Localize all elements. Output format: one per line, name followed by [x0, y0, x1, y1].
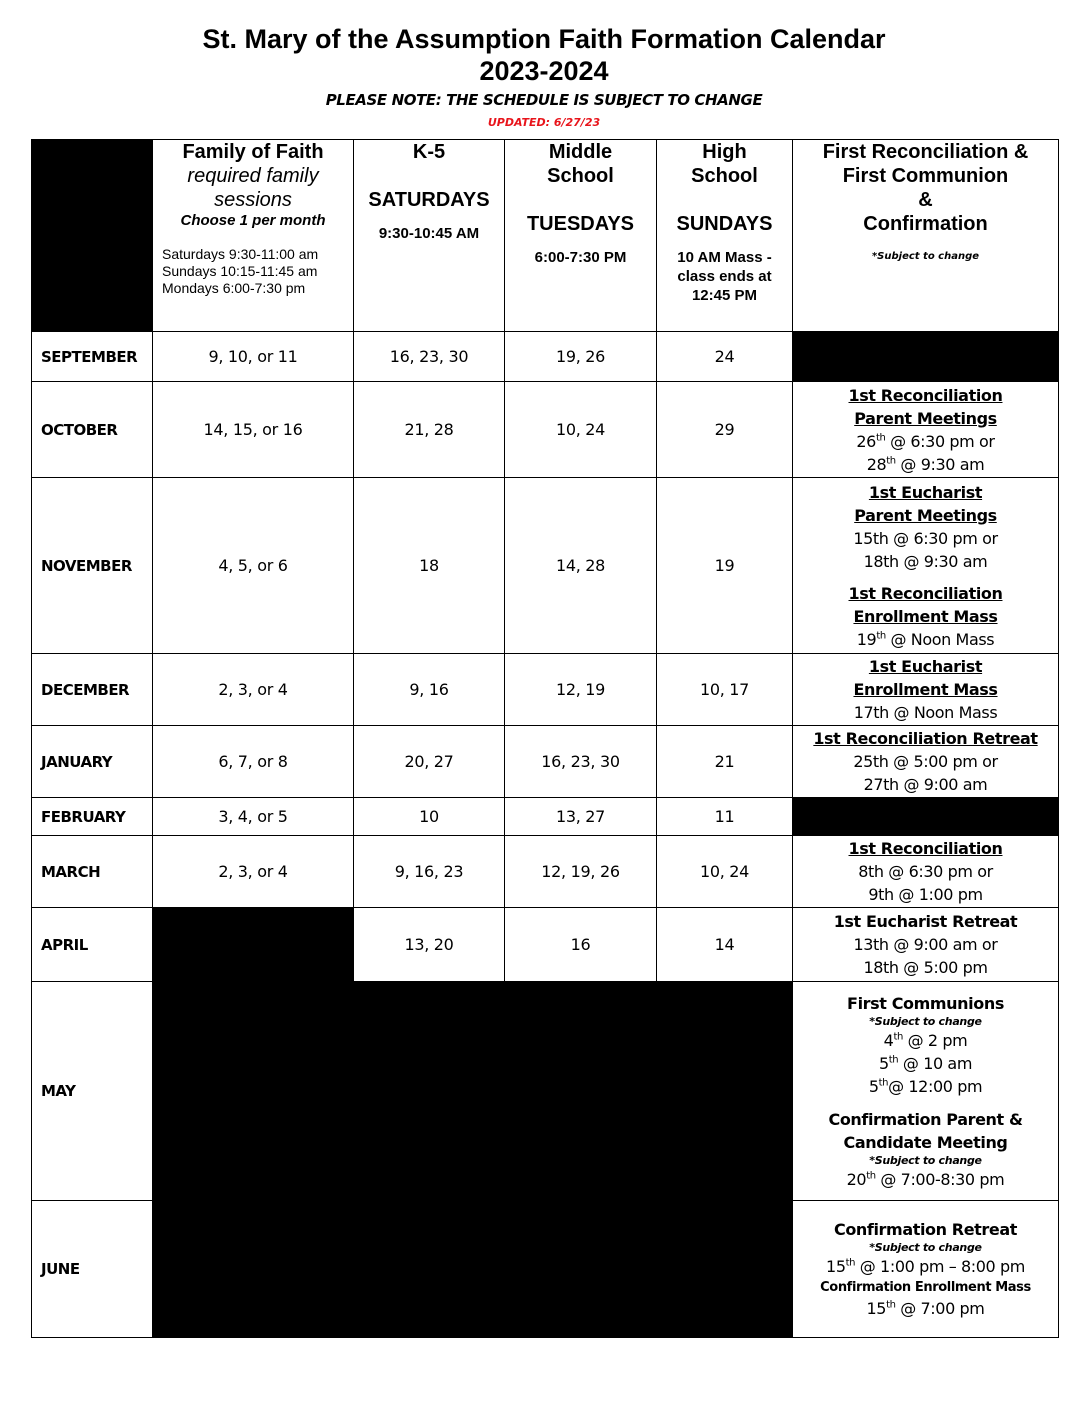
fof-dates: 2, 3, or 4 [153, 836, 354, 908]
event-title: Confirmation Enrollment Mass [820, 1280, 1031, 1295]
table-row [32, 478, 1059, 654]
ms-dates: 19, 26 [505, 332, 657, 382]
event-title: Enrollment Mass [853, 606, 998, 626]
table-row [32, 382, 1059, 478]
ms-dates: 16, 23, 30 [505, 726, 657, 798]
event-title: Confirmation Retreat [833, 1220, 1018, 1239]
year-title: 2023-2024 [479, 56, 609, 86]
table-row [32, 908, 1059, 982]
k5-dates: 21, 28 [354, 382, 505, 478]
sacrament-events [793, 982, 1059, 1201]
fof-sub2: sessions [214, 189, 292, 211]
event-time: 18th @ 9:30 am [863, 551, 988, 571]
event-time: 15th @ 1:00 pm – 8:00 pm [826, 1257, 1025, 1276]
month-label: MARCH [32, 836, 153, 908]
hs-dates: 10, 24 [657, 836, 793, 908]
hs-dates: 14 [657, 908, 793, 982]
k5-dates: 13, 20 [354, 908, 505, 982]
blank-cell [793, 332, 1059, 382]
event-note: *Subject to change [869, 1014, 982, 1028]
fof-dates: 4, 5, or 6 [153, 478, 354, 654]
fof-time-mondays: Mondays 6:00-7:30 pm [162, 280, 306, 296]
hs-time3: 12:45 PM [691, 287, 758, 304]
month-label: MAY [32, 982, 153, 1201]
month-label: FEBRUARY [32, 798, 153, 836]
event-time: 15th @ 6:30 pm or [853, 528, 998, 548]
page-title: St. Mary of the Assumption Faith Formation Calendar [202, 24, 886, 54]
table-row [32, 726, 1059, 798]
event-time: 25th @ 5:00 pm or [853, 752, 998, 771]
event-note: *Subject to change [869, 1241, 982, 1254]
fof-choose: Choose 1 per month [180, 212, 326, 229]
sacrament-events [793, 1201, 1059, 1338]
header-sacraments [793, 140, 1059, 332]
calendar-table [31, 139, 1059, 1338]
hs-day: SUNDAYS [676, 213, 773, 235]
sacrament-events [793, 908, 1059, 982]
header-high-school [657, 140, 793, 332]
table-row [32, 332, 1059, 382]
event-time: 26th @ 6:30 pm or [856, 431, 995, 451]
hs-time2: class ends at [677, 268, 772, 285]
ms-dates: 13, 27 [505, 798, 657, 836]
sac-title4: Confirmation [863, 213, 988, 235]
ms-dates: 12, 19 [505, 654, 657, 726]
month-label: NOVEMBER [32, 478, 153, 654]
event-time: 20th @ 7:00-8:30 pm [846, 1169, 1005, 1189]
month-label: APRIL [32, 908, 153, 982]
hs-time1: 10 AM Mass - [677, 249, 772, 266]
event-time: 4th @ 2 pm [883, 1030, 968, 1050]
event-title: Enrollment Mass [853, 680, 998, 699]
month-label: SEPTEMBER [32, 332, 153, 382]
event-title: Parent Meetings [854, 408, 997, 428]
sacrament-events [793, 726, 1059, 798]
fof-dates: 6, 7, or 8 [153, 726, 354, 798]
event-time: 17th @ Noon Mass [853, 703, 998, 722]
fof-time-sundays: Sundays 10:15-11:45 am [162, 263, 318, 279]
k5-dates: 10 [354, 798, 505, 836]
ms-dates: 14, 28 [505, 478, 657, 654]
blank-cell [793, 798, 1059, 836]
sac-note: *Subject to change [871, 251, 980, 262]
k5-time: 9:30-10:45 AM [378, 225, 480, 242]
event-title: 1st Eucharist [868, 657, 983, 676]
event-title: 1st Eucharist Retreat [833, 912, 1018, 931]
event-title: 1st Eucharist [868, 482, 983, 502]
event-time: 5th@ 12:00 pm [868, 1076, 983, 1096]
header-row [32, 140, 1059, 332]
event-title: Confirmation Parent & [828, 1109, 1023, 1129]
ms-title1: Middle [548, 141, 613, 163]
updated-date: UPDATED: 6/27/23 [487, 116, 601, 129]
header-corner [32, 140, 153, 332]
fof-dates: 2, 3, or 4 [153, 654, 354, 726]
month-label: JUNE [32, 1201, 153, 1338]
fof-dates: 3, 4, or 5 [153, 798, 354, 836]
event-time: 27th @ 9:00 am [863, 775, 988, 794]
sacrament-events [793, 478, 1059, 654]
table-row [32, 798, 1059, 836]
table-row [32, 654, 1059, 726]
ms-dates: 16 [505, 908, 657, 982]
event-time: 9th @ 1:00 pm [868, 885, 983, 904]
sac-title2: First Communion [842, 165, 1009, 187]
header-middle-school [505, 140, 657, 332]
sac-title3: & [918, 189, 933, 211]
ms-dates: 10, 24 [505, 382, 657, 478]
sacrament-events [793, 654, 1059, 726]
k5-day: SATURDAYS [368, 189, 490, 211]
header-k5 [354, 140, 505, 332]
event-title: Parent Meetings [854, 505, 997, 525]
ms-dates: 12, 19, 26 [505, 836, 657, 908]
event-title: 1st Reconciliation [848, 839, 1003, 858]
blank-cell [153, 982, 793, 1338]
event-time: 18th @ 5:00 pm [863, 958, 988, 977]
hs-dates: 24 [657, 332, 793, 382]
event-note: *Subject to change [869, 1153, 982, 1167]
header-family-of-faith [153, 140, 354, 332]
schedule-note: PLEASE NOTE: THE SCHEDULE IS SUBJECT TO CHANGE [325, 91, 763, 109]
hs-dates: 10, 17 [657, 654, 793, 726]
fof-dates: 9, 10, or 11 [153, 332, 354, 382]
month-label: DECEMBER [32, 654, 153, 726]
month-label: OCTOBER [32, 382, 153, 478]
event-title: Candidate Meeting [843, 1132, 1008, 1152]
event-time: 5th @ 10 am [878, 1053, 973, 1073]
k5-dates: 16, 23, 30 [354, 332, 505, 382]
sacrament-events [793, 382, 1059, 478]
fof-sub1: required family [187, 165, 319, 187]
fof-time-saturdays: Saturdays 9:30-11:00 am [162, 246, 319, 262]
ms-day: TUESDAYS [526, 213, 635, 235]
k5-dates: 9, 16 [354, 654, 505, 726]
sacrament-events [793, 836, 1059, 908]
ms-title2: School [547, 165, 614, 187]
month-label: JANUARY [32, 726, 153, 798]
k5-dates: 20, 27 [354, 726, 505, 798]
hs-dates: 11 [657, 798, 793, 836]
hs-title1: High [702, 141, 747, 163]
k5-title: K-5 [412, 141, 446, 163]
fof-dates: 14, 15, or 16 [153, 382, 354, 478]
event-time: 8th @ 6:30 pm or [858, 862, 993, 881]
hs-title2: School [691, 165, 758, 187]
event-title: 1st Reconciliation [848, 385, 1003, 405]
event-time: 13th @ 9:00 am or [853, 935, 998, 954]
hs-dates: 19 [657, 478, 793, 654]
table-row [32, 982, 1059, 1201]
event-time: 28th @ 9:30 am [866, 454, 985, 474]
event-title: 1st Reconciliation Retreat [813, 729, 1038, 748]
fof-title: Family of Faith [182, 141, 324, 163]
hs-dates: 21 [657, 726, 793, 798]
event-time: 15th @ 7:00 pm [866, 1299, 985, 1318]
sac-title1: First Reconciliation & [822, 141, 1029, 163]
k5-dates: 9, 16, 23 [354, 836, 505, 908]
table-row [32, 836, 1059, 908]
event-time: 19th @ Noon Mass [856, 629, 995, 649]
blank-cell [153, 908, 354, 982]
ms-time: 6:00-7:30 PM [534, 249, 627, 266]
hs-dates: 29 [657, 382, 793, 478]
event-title: 1st Reconciliation [848, 583, 1003, 603]
event-title: First Communions [847, 993, 1004, 1013]
k5-dates: 18 [354, 478, 505, 654]
